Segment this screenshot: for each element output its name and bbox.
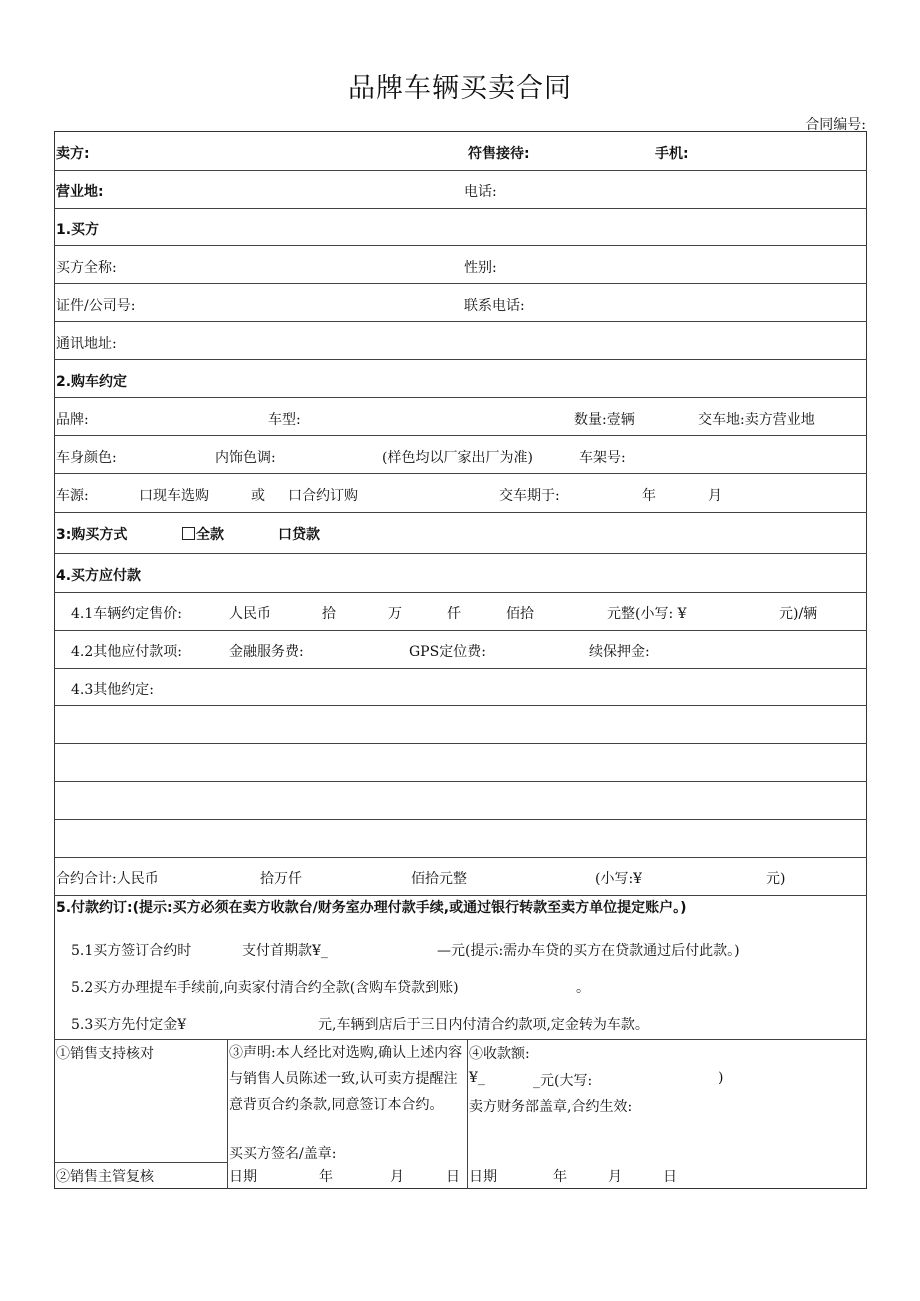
amount-received-label: ④收款额:	[469, 1046, 530, 1062]
sales-manager-review: ②销售主管复核	[56, 1169, 154, 1185]
full-payment-option[interactable]	[182, 524, 224, 544]
frame-number-label: 车架号:	[579, 450, 626, 466]
delivery-place-label: 交车地:卖方营业地	[698, 412, 815, 428]
amount-received-yen: ¥_	[469, 1070, 485, 1086]
row-divider	[54, 512, 867, 513]
term-5-3-prefix: 5.3买方先付定金¥	[71, 1017, 187, 1033]
price-baishi: 佰拾	[506, 606, 534, 622]
seller-phone-label: 电话:	[464, 184, 497, 200]
source-stock-option[interactable]: 口现车选购	[139, 488, 209, 504]
row-divider	[54, 245, 867, 246]
row-divider	[54, 668, 867, 669]
finance-date-year: 年	[553, 1169, 567, 1185]
row-divider	[54, 743, 867, 744]
gps-fee-label: GPS定位费:	[409, 644, 486, 660]
brand-label: 品牌:	[56, 412, 89, 428]
finance-fee-label: 金融服务费:	[229, 644, 304, 660]
term-5-1-note: —元(提示:需办车贷的买方在贷款通过后付此款。)	[437, 943, 740, 959]
source-order-option[interactable]: 口合约订购	[288, 488, 358, 504]
buyer-date-day: 日	[446, 1169, 460, 1185]
delivery-month-label: 月	[708, 488, 722, 504]
row-divider	[54, 435, 867, 436]
price-rmb: 人民币	[229, 606, 271, 622]
price-small-label: 元整(小写: ¥	[607, 606, 687, 622]
buyer-declaration: ③声明:本人经比对选购,确认上述内容与销售人员陈述一致,认可卖方提醒注意背页合约条款,同意签订本合约。	[229, 1045, 463, 1113]
payment-terms-title-clip	[56, 898, 846, 928]
buyer-signature-label: 买买方签名/盖章:	[229, 1146, 337, 1162]
full-payment-checkbox[interactable]	[182, 527, 195, 540]
row-divider	[54, 781, 867, 782]
other-terms-label: 4.3其他约定:	[71, 682, 154, 698]
row-divider	[54, 592, 867, 593]
price-shi: 拾	[322, 606, 336, 622]
term-5-1-amount: 支付首期款¥_	[242, 943, 328, 959]
gender-label: 性别:	[464, 260, 497, 276]
price-per-vehicle: 元)/辆	[779, 606, 818, 622]
insurance-deposit-label: 续保押金:	[589, 644, 650, 660]
total-yuan-close: 元)	[766, 871, 786, 887]
term-5-2-end: 。	[576, 980, 590, 996]
buyer-date-label: 日期	[229, 1169, 257, 1185]
row-divider	[54, 208, 867, 209]
row-divider	[54, 857, 867, 858]
payment-method-title: 3:购买方式	[56, 527, 128, 543]
row-divider	[54, 630, 867, 631]
column-divider	[227, 1039, 228, 1189]
payment-terms-title: 5.付款约订:(提示:买方必须在卖方收款台/财务室办理付款手续,或通过银行转款至卖方单位提定账户。)	[56, 900, 687, 916]
row-divider	[54, 895, 867, 896]
seller-label: 卖方:	[56, 146, 90, 162]
finance-date-month: 月	[608, 1169, 622, 1185]
term-5-3-rest: 元,车辆到店后于三日内付清合约款项,定金转为车款。	[318, 1017, 649, 1033]
row-divider	[54, 321, 867, 322]
model-label: 车型:	[268, 412, 301, 428]
row-divider	[54, 283, 867, 284]
delivery-date-label: 交车期于:	[499, 488, 560, 504]
buyer-date-month: 月	[390, 1169, 404, 1185]
mailing-address-label: 通讯地址:	[56, 336, 117, 352]
body-color-label: 车身颜色:	[56, 450, 117, 466]
row-divider	[54, 705, 867, 706]
column-divider	[467, 1039, 468, 1189]
contract-number-label: 合同编号:	[805, 117, 866, 133]
term-5-1-prefix: 5.1买方签订合约时	[71, 943, 192, 959]
quantity-label: 数量:壹辆	[574, 412, 635, 428]
color-note: (样色均以厂家出厂为准)	[382, 450, 533, 466]
buyer-name-label: 买方全称:	[56, 260, 117, 276]
finance-date-label: 日期	[469, 1169, 497, 1185]
row-divider	[54, 170, 867, 171]
cell-divider	[54, 1162, 227, 1163]
finance-date-day: 日	[663, 1169, 677, 1185]
contact-phone-label: 联系电话:	[464, 298, 525, 314]
total-label: 合约合计:人民币	[56, 871, 159, 887]
total-shiwanqian: 拾万仟	[260, 871, 302, 887]
total-baishi: 佰拾元整	[411, 871, 467, 887]
term-5-2: 5.2买方办理提车手续前,向卖家付清合约全款(含购车贷款到账)	[71, 980, 459, 996]
buyer-section-title: 1.买方	[56, 222, 100, 238]
page-title: 品牌车辆买卖合同	[348, 73, 572, 104]
price-wan: 万	[388, 606, 402, 622]
row-divider	[54, 397, 867, 398]
mobile-label: 手机:	[655, 146, 689, 162]
delivery-year-label: 年	[642, 488, 656, 504]
business-address-label: 营业地:	[56, 184, 104, 200]
sales-support-check: ①销售支持核对	[56, 1046, 154, 1062]
payable-section-title: 4.买方应付款	[56, 568, 142, 584]
receptionist-label: 符售接待:	[468, 146, 530, 162]
row-divider	[54, 473, 867, 474]
buyer-date-year: 年	[319, 1169, 333, 1185]
interior-color-label: 内饰色调:	[215, 450, 276, 466]
amount-received-close: )	[718, 1070, 724, 1086]
finance-stamp-label: 卖方财务部盖章,合约生效:	[469, 1099, 633, 1115]
row-divider	[54, 359, 867, 360]
price-qian: 仟	[447, 606, 461, 622]
amount-received-caps: _元(大写:	[533, 1073, 593, 1089]
row-divider	[54, 553, 867, 554]
purchase-section-title: 2.购车约定	[56, 374, 128, 390]
row-divider	[54, 819, 867, 820]
id-number-label: 证件/公司号:	[56, 298, 136, 314]
full-payment-label: 全款	[196, 527, 224, 543]
other-payable-label: 4.2其他应付款项:	[71, 644, 182, 660]
total-small-label: (小写:¥	[595, 871, 643, 887]
agreed-price-label: 4.1车辆约定售价:	[71, 606, 182, 622]
vehicle-source-label: 车源:	[56, 488, 89, 504]
loan-option[interactable]: 口贷款	[278, 527, 320, 543]
source-or-text: 或	[251, 488, 265, 504]
